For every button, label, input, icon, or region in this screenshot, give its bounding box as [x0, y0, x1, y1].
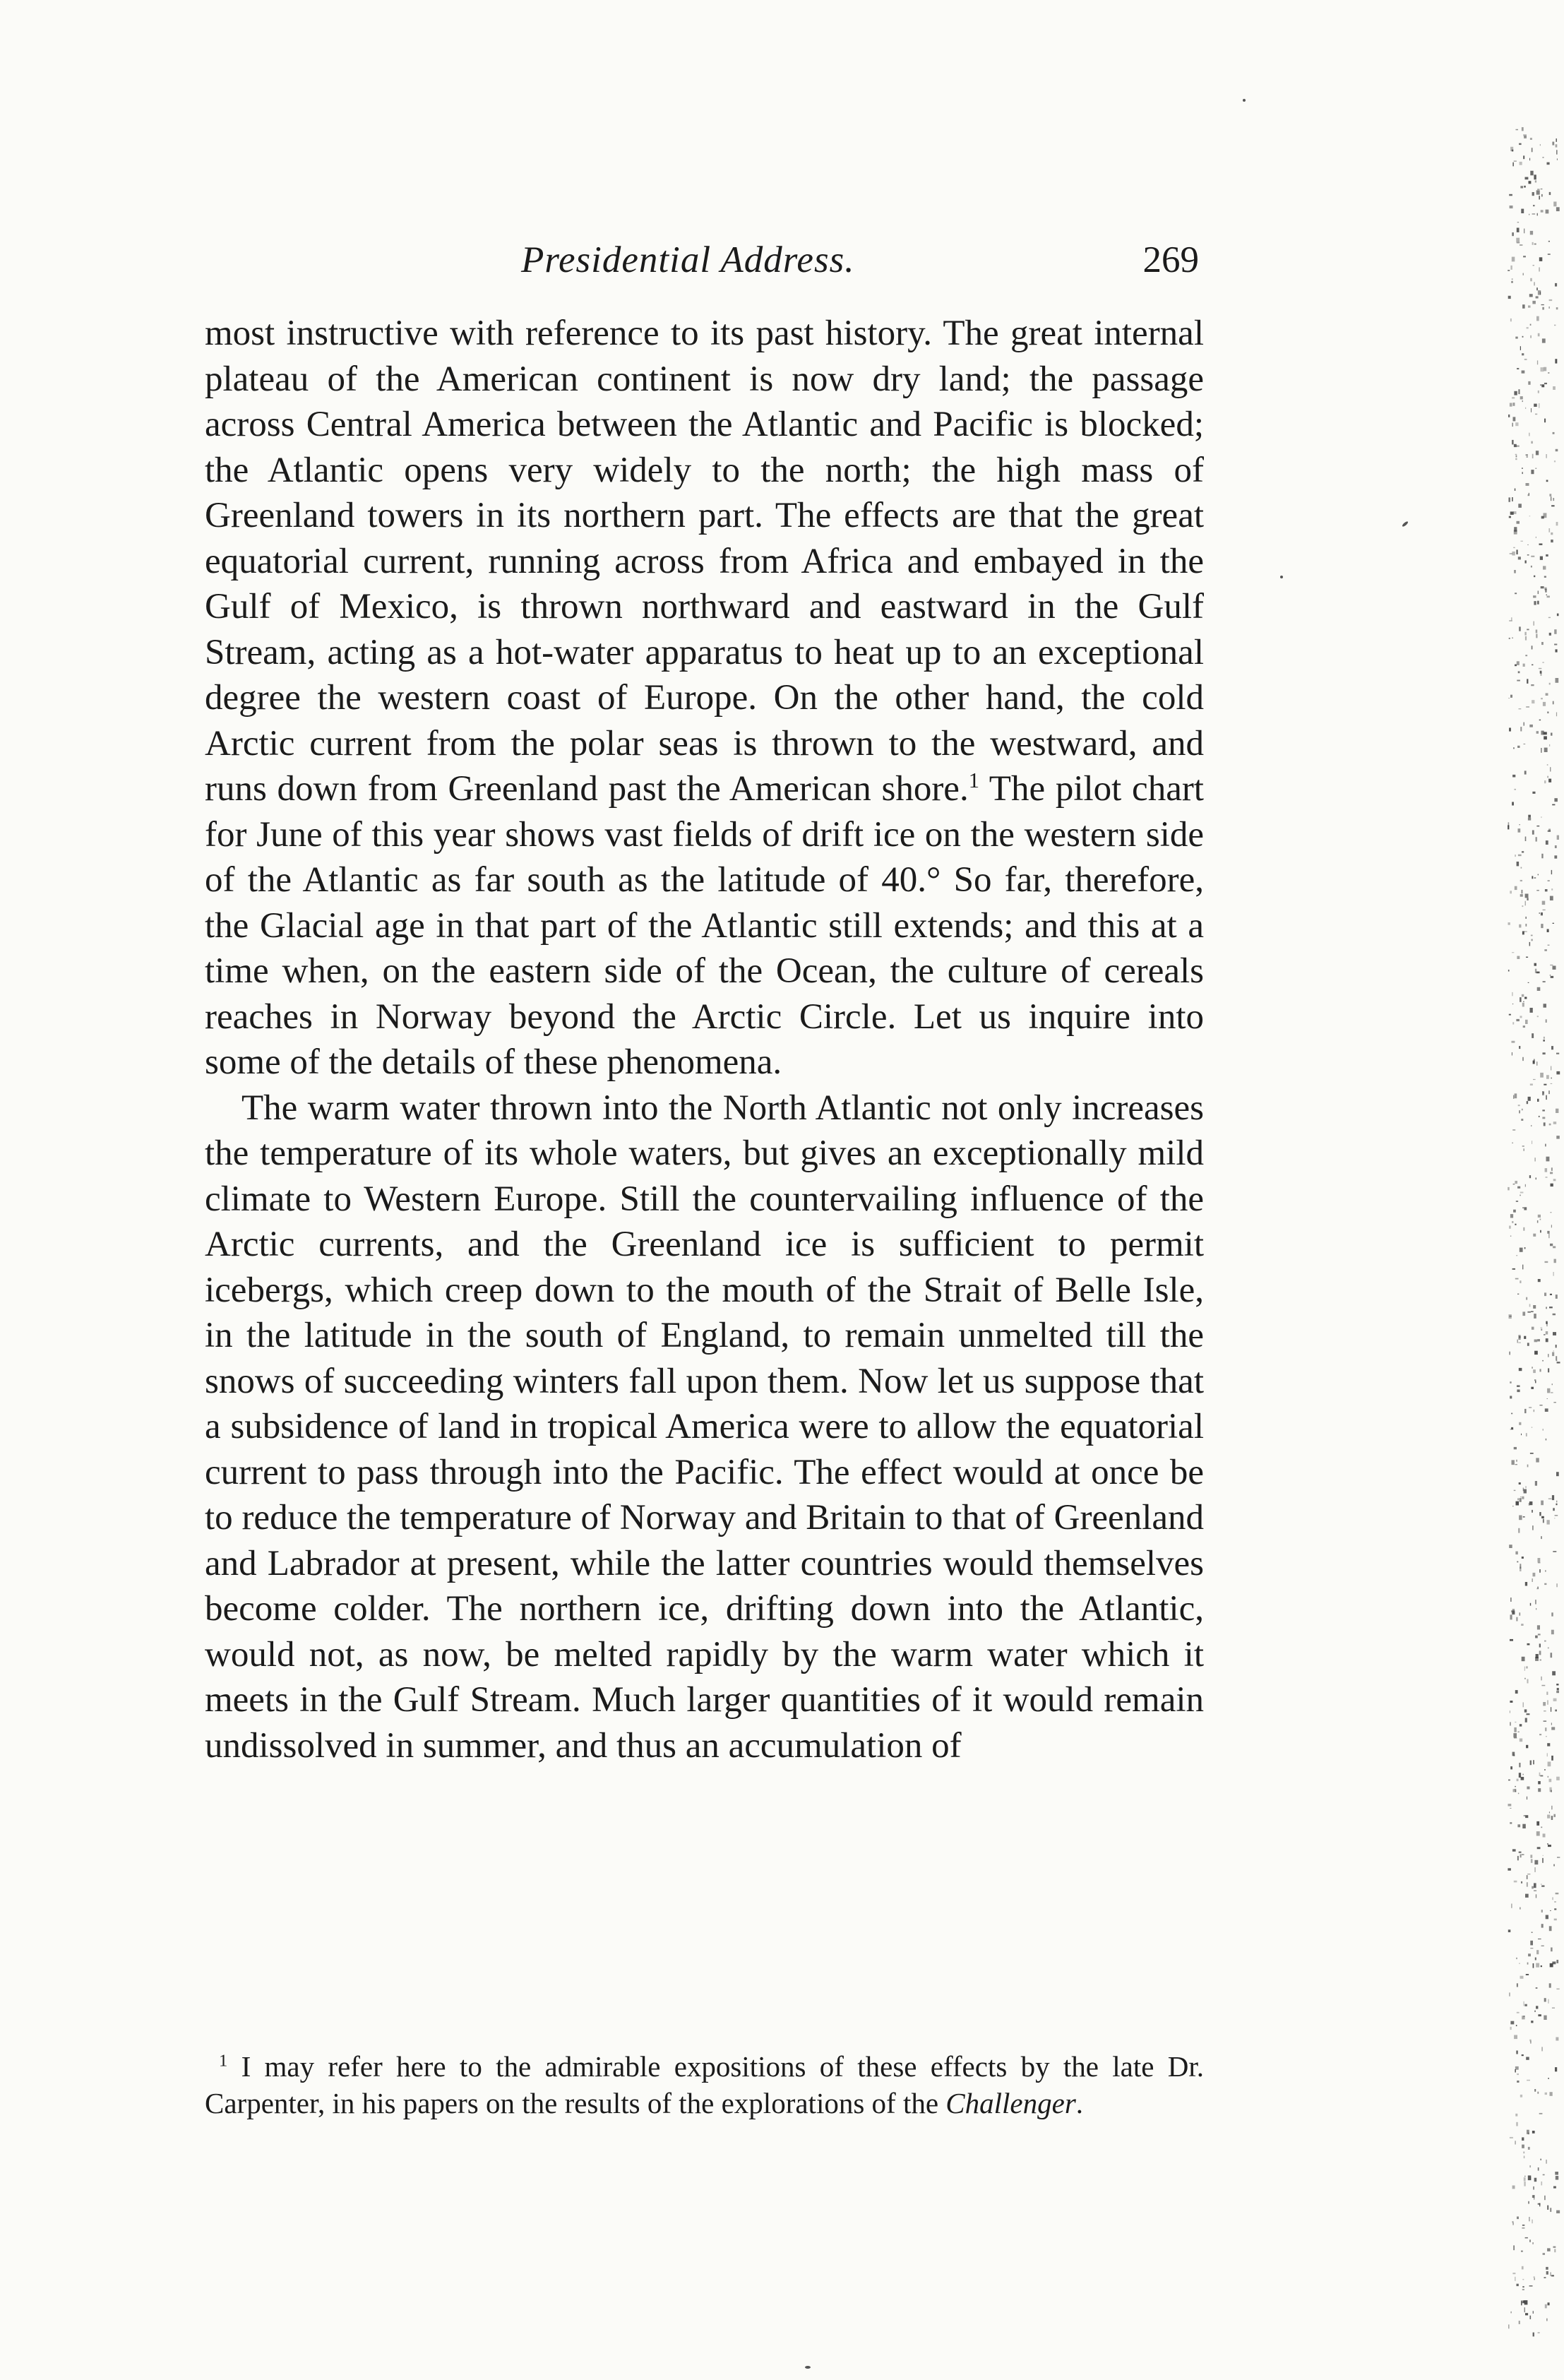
paragraph [205, 1085, 1204, 1769]
paragraph-text: The pilot chart for June of this year shows vast fields of drift ice on the western side of the Atlantic as far south as the latitude of 40.° So far, therefore, the Glacial age in that part of the Atlantic still extends; and this at a time when, on the eastern side of the Ocean, the culture of cereals reaches in Norway beyond the Arctic Circle. Let us inquire into some of the details of these phenomena. [205, 769, 1204, 1082]
stray-mark [1243, 99, 1246, 102]
footnote-body: I may refer here to the admirable expositions of these effects by the late Dr. Carpenter, in his papers on the results of the explorations of the [205, 2050, 1204, 2119]
footnote-text [205, 2048, 1204, 2122]
stray-mark [1280, 576, 1283, 578]
stray-mark [805, 2366, 811, 2369]
stray-mark [1402, 520, 1409, 527]
footnote-marker: 1 [219, 2051, 228, 2071]
paragraph [205, 311, 1204, 1085]
footnote [205, 2048, 1204, 2122]
footnote-italic: Challenger [945, 2087, 1076, 2119]
page-header [521, 239, 1199, 295]
paragraph-text: The warm water thrown into the North Atlantic not only increases the temperature of its whole waters, but gives an exceptionally mild climate to Western Europe. Still the countervailing influence of the Arctic currents, and the Greenland ice is sufficient to permit icebergs, which creep down to the mouth of the Strait of Belle Isle, in the latitude in the south of England, to remain unmelted till the snows of succeeding winters fall upon them. Now let us suppose that a subsidence of land in tropical America were to allow the equatorial current to pass through into the Pacific. The effect would at once be to reduce the temperature of Norway and Britain to that of Greenland and Labrador at present, while the latter countries would themselves become colder. The northern ice, drifting down into the Atlantic, would not, as now, be melted rapidly by the warm water which it meets in the Gulf Stream. Much larger quantities of it would remain undissolved in summer, and thus an accumulation of [205, 1088, 1204, 1766]
margin-noise [1508, 127, 1564, 2338]
paragraph-text: most instructive with reference to its past history. The great internal plateau of the American continent is now dry land; the passage across Central America between the Atlantic and Pacific is blocked; the Atlantic opens very widely to the north; the high mass of Greenland towers in its northern part. The effects are that the great equatorial current, running across from Africa and embayed in the Gulf of Mexico, is thrown northward and eastward in the Gulf Stream, acting as a hot-water apparatus to heat up to an exceptional degree the western coast of Europe. On the other hand, the cold Arctic current from the polar seas is thrown to the westward, and runs down from Greenland past the American shore. [205, 314, 1204, 809]
page-number: 269 [1142, 239, 1199, 280]
running-title: Presidential Address. [521, 239, 855, 280]
footnote-end: . [1075, 2087, 1084, 2119]
footnote-reference: 1 [968, 768, 979, 792]
body-text [205, 311, 1204, 1768]
